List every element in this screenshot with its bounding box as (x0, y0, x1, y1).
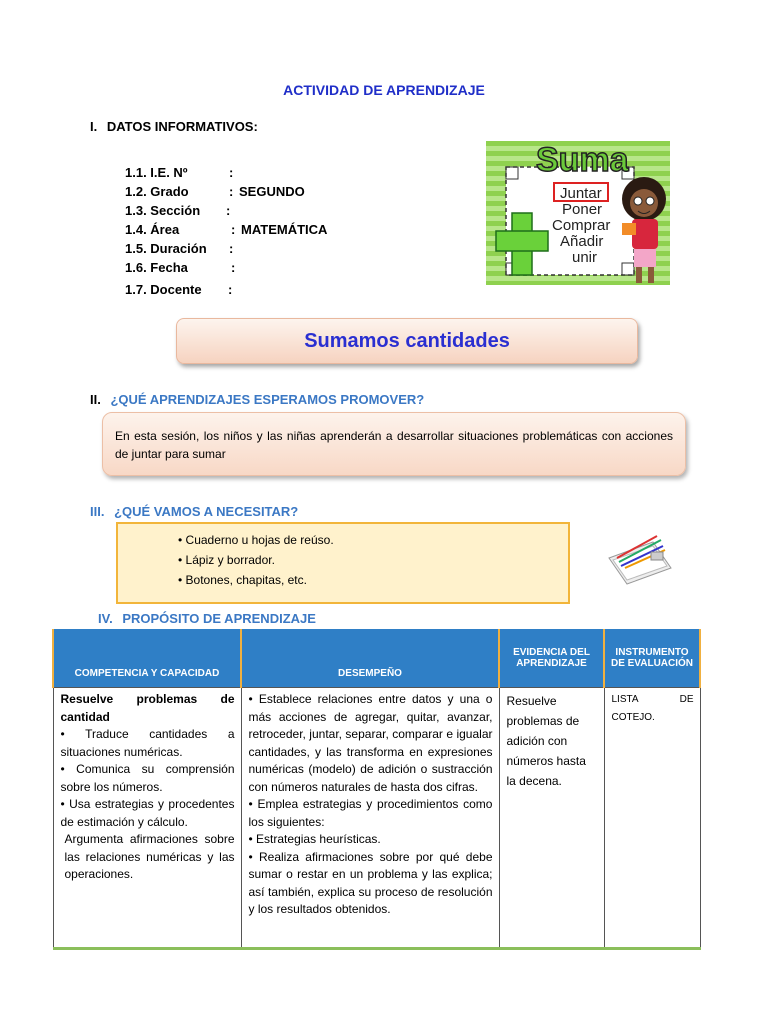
section-3-title: ¿QUÉ VAMOS A NECESITAR? (114, 504, 299, 519)
info-colon: : (231, 260, 236, 275)
section-4-number: IV. (98, 611, 113, 626)
illustration-word: Comprar (552, 217, 611, 234)
section-3-heading (90, 504, 298, 519)
competencia-extra: Argumenta afirmaciones sobre las relaciones numéricas y las operaciones. (64, 832, 235, 881)
competencia-cell (53, 688, 241, 949)
info-label: 1.5. Duración (125, 241, 207, 256)
info-value: SEGUNDO (239, 184, 305, 199)
info-colon: : (229, 165, 234, 180)
page-title: ACTIVIDAD DE APRENDIZAJE (283, 82, 485, 98)
table-row (53, 688, 700, 949)
info-row-duracion (125, 241, 234, 259)
info-label: 1.1. I.E. Nº (125, 165, 188, 180)
info-label: 1.7. Docente (125, 282, 202, 297)
desempeno-item: • Estrategias heurísticas. (249, 831, 493, 849)
info-label: 1.2. Grado (125, 184, 189, 199)
info-row-ie (125, 165, 234, 183)
desempeno-item: • Emplea estrategias y procedimientos como los siguientes: (249, 796, 493, 831)
info-row-fecha (125, 260, 236, 278)
section-4-heading (98, 611, 316, 626)
section-2-title: ¿QUÉ APRENDIZAJES ESPERAMOS PROMOVER? (110, 392, 425, 407)
section-1-title: DATOS INFORMATIVOS: (106, 119, 258, 134)
suma-illustration (486, 141, 670, 285)
purpose-table (52, 629, 701, 950)
info-label: 1.3. Sección (125, 203, 201, 218)
competencia-item: • Comunica su comprensión sobre los números. (61, 761, 235, 796)
competencia-title: Resuelve problemas de cantidad (60, 692, 235, 724)
section-1-number: I. (90, 119, 98, 134)
table-header-row (53, 629, 700, 688)
info-label: 1.6. Fecha (125, 260, 188, 275)
list-item: • Cuaderno u hojas de reúso. (178, 530, 334, 550)
illustration-word: unir (572, 249, 598, 266)
instrumento-cell: LISTA DE COTEJO. (604, 688, 700, 949)
info-colon: : (229, 184, 234, 199)
evidencia-cell: Resuelve problemas de adición con números hasta la decena. (499, 688, 604, 949)
section-2-heading (90, 392, 424, 407)
desempeno-item: • Establece relaciones entre datos y una o más acciones de agregar, quitar, avanzar, retroceder, juntar, separar, comparar e igualar cantidades, y las transforma en expresiones numéricas (modelo) de adición o sustracción con números naturales de hasta dos cifras. (249, 691, 493, 796)
school-supplies-image (605, 528, 675, 588)
competencia-item: • Usa estrategias y procedentes de estimación y cálculo. (61, 796, 235, 831)
header-instrumento: INSTRUMENTO DE EVALUACIÓN (604, 629, 700, 688)
section-3-number: III. (90, 504, 105, 519)
header-competencia: COMPETENCIA Y CAPACIDAD (53, 629, 241, 688)
session-title-banner: Sumamos cantidades (176, 318, 638, 364)
info-colon: : (226, 203, 231, 218)
illustration-word: Juntar (560, 185, 602, 202)
competencia-item: • Traduce cantidades a situaciones numéricas. (61, 726, 235, 761)
desempeno-item: • Realiza afirmaciones sobre por qué debe sumar o restar en un problema y las explica; así también, explica su proceso de resolución y los resultados obtenidos. (249, 849, 493, 919)
materials-list (178, 530, 334, 590)
materials-box (116, 522, 570, 604)
info-value: MATEMÁTICA (241, 222, 328, 237)
info-row-seccion (125, 203, 231, 221)
illustration-word: Poner (562, 201, 603, 218)
header-desempeno: DESEMPEÑO (241, 629, 499, 688)
section-2-number: II. (90, 392, 101, 407)
header-evidencia: EVIDENCIA DEL APRENDIZAJE (499, 629, 604, 688)
info-colon: : (229, 241, 234, 256)
list-item: • Botones, chapitas, etc. (178, 570, 334, 590)
info-row-grado (125, 184, 305, 202)
info-label: 1.4. Área (125, 222, 180, 237)
info-colon: : (228, 282, 233, 297)
info-colon: : (231, 222, 236, 237)
info-row-area (125, 222, 328, 240)
illustration-heading: Suma (536, 141, 629, 179)
illustration-word: Añadir (560, 233, 604, 250)
learning-goal-box: En esta sesión, los niños y las niñas aprenderán a desarrollar situaciones problemáticas con acciones de juntar para sumar (102, 412, 686, 476)
section-1-heading (90, 119, 258, 134)
info-row-docente (125, 282, 233, 300)
desempeno-cell (241, 688, 499, 949)
section-4-title: PROPÓSITO DE APRENDIZAJE (122, 611, 316, 626)
list-item: • Lápiz y borrador. (178, 550, 334, 570)
